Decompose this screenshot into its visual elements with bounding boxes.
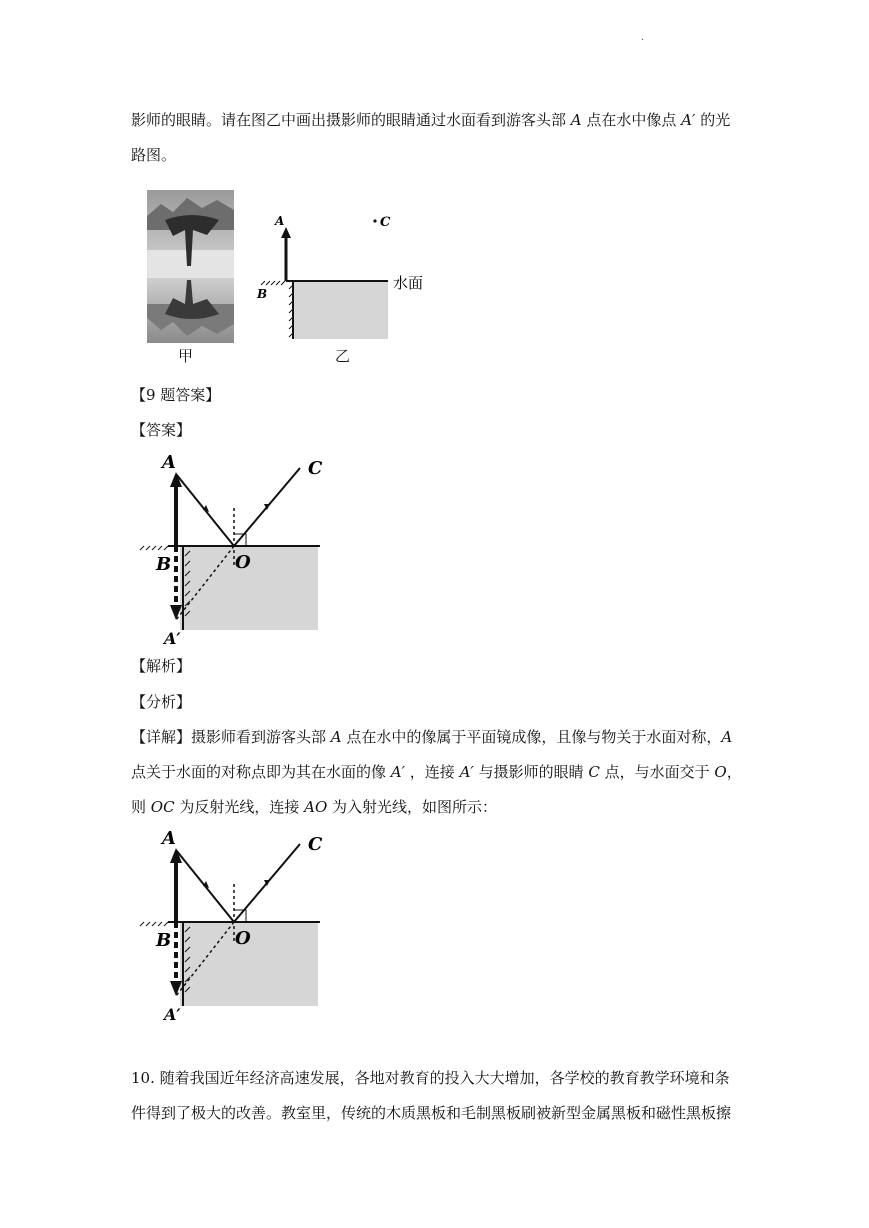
label-O: O bbox=[235, 552, 251, 573]
answer-ray-diagram-2 bbox=[130, 824, 360, 1024]
detail-line-1 bbox=[131, 727, 732, 747]
label-A: A bbox=[162, 828, 176, 849]
point-C bbox=[373, 219, 376, 222]
label-O: O bbox=[235, 928, 251, 949]
point-C-ref: C bbox=[588, 763, 600, 781]
text-segment: 为入射光线，如图所示： bbox=[327, 798, 498, 816]
question10-line-2: 件得到了极大的改善。教室里，传统的木质黑板和毛制黑板刷被新型金属黑板和磁性黑板擦 bbox=[131, 1104, 732, 1122]
detail-line-2 bbox=[131, 762, 742, 782]
text-segment: 点关于水面的对称点即为其在水面的像 bbox=[131, 763, 391, 781]
text-segment: ，连接 bbox=[405, 763, 460, 781]
text-segment: 则 bbox=[131, 798, 151, 816]
point-A-ref: A bbox=[570, 111, 582, 129]
point-O-ref: O bbox=[714, 763, 727, 781]
label-C: C bbox=[308, 834, 323, 855]
label-A: A bbox=[275, 214, 285, 228]
text-segment: ， bbox=[726, 763, 742, 781]
label-B: B bbox=[156, 554, 172, 575]
label-B: B bbox=[257, 287, 268, 301]
person-arrow-head bbox=[281, 227, 291, 238]
ray-OC-ref: OC bbox=[150, 798, 175, 816]
text-segment: 点，与水面交于 bbox=[599, 763, 715, 781]
text-segment: 的光 bbox=[695, 111, 731, 129]
label-Aprime: A′ bbox=[164, 629, 181, 648]
label-C: C bbox=[308, 458, 323, 479]
text-segment: 摄影师看到游客头部 bbox=[191, 728, 331, 746]
label-B: B bbox=[156, 930, 172, 951]
point-Aprime-ref: A′ bbox=[459, 763, 474, 781]
detail-line-3 bbox=[131, 797, 497, 817]
text-segment: 点在水中的像属于平面镜成像，且像与物关于水面对称， bbox=[341, 728, 722, 746]
figure-yi-caption: 乙 bbox=[335, 347, 351, 365]
answer-heading: 【9 题答案】 bbox=[131, 386, 221, 404]
text-segment: 影师的眼睛。请在图乙中画出摄影师的眼睛通过水面看到游客头部 bbox=[131, 111, 571, 129]
text-segment: 点在水中像点 bbox=[581, 111, 682, 129]
text-segment: 与摄影师的眼睛 bbox=[473, 763, 589, 781]
label-A: A bbox=[162, 452, 176, 473]
label-water: 水面 bbox=[393, 274, 424, 292]
figure-jia-caption: 甲 bbox=[178, 347, 194, 365]
point-A-ref: A bbox=[721, 728, 733, 746]
fenxi-label: 【分析】 bbox=[131, 693, 192, 711]
label-C: C bbox=[380, 215, 391, 230]
question-text-line-1 bbox=[131, 110, 730, 130]
ray-AO-ref: AO bbox=[304, 798, 328, 816]
answer-ray-diagram-1 bbox=[130, 448, 360, 648]
page-corner-mark: . bbox=[641, 32, 645, 43]
answer-label: 【答案】 bbox=[131, 421, 192, 439]
figure-jia-photo bbox=[147, 190, 237, 365]
text-segment: 为反射光线，连接 bbox=[174, 798, 305, 816]
detail-label: 【详解】 bbox=[131, 728, 192, 746]
question10-line-1: 10. 随着我国近年经济高速发展，各地对教育的投入大大增加，各学校的教育教学环境和条 bbox=[131, 1069, 730, 1087]
point-Aprime-ref: A′ bbox=[390, 763, 406, 781]
point-Aprime-ref: A′ bbox=[681, 111, 696, 129]
analysis-label: 【解析】 bbox=[131, 657, 192, 675]
water-body bbox=[293, 281, 388, 339]
point-A-ref: A bbox=[330, 728, 342, 746]
question-text-line-2: 路图。 bbox=[131, 146, 177, 164]
figure-yi-diagram bbox=[255, 205, 435, 345]
label-Aprime: A′ bbox=[164, 1005, 181, 1024]
